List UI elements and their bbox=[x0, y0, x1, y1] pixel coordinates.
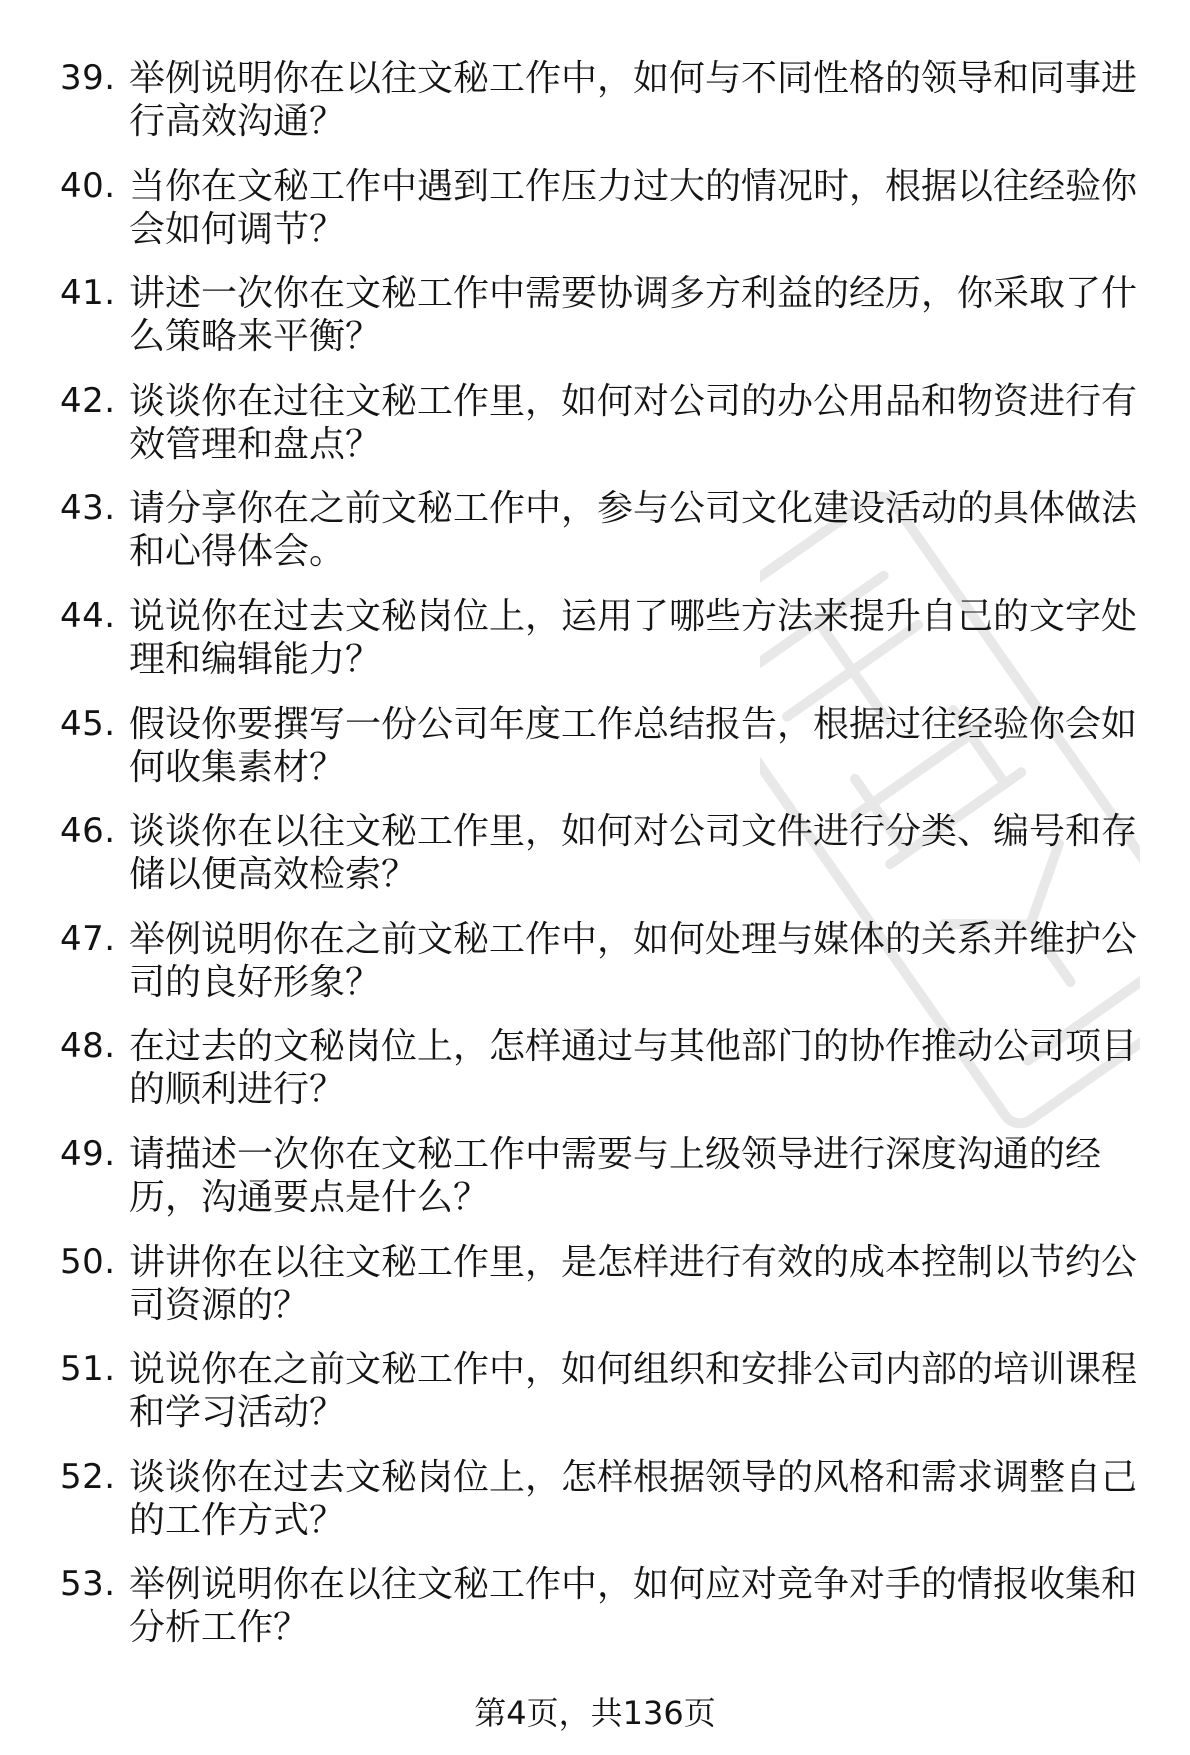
question-number: 47. bbox=[60, 918, 116, 959]
question-item bbox=[0, 487, 1190, 587]
question-item bbox=[0, 1241, 1190, 1341]
question-number: 46. bbox=[60, 811, 116, 852]
question-number: 39. bbox=[60, 58, 116, 98]
question-item bbox=[0, 810, 1190, 910]
question-number: 53. bbox=[60, 1564, 116, 1605]
question-text: 说说你在之前文秘工作中，如何组织和安排公司内部的培训课程和学习活动？ bbox=[129, 1349, 1138, 1434]
question-text: 举例说明你在以往文秘工作中，如何与不同性格的领导和同事进行高效沟通？ bbox=[129, 58, 1138, 142]
question-text: 请分享你在之前文秘工作中，参与公司文化建设活动的具体做法和心得体会。 bbox=[129, 488, 1138, 573]
question-number: 52. bbox=[60, 1456, 116, 1497]
question-item bbox=[0, 918, 1190, 1018]
question-number: 48. bbox=[60, 1026, 116, 1067]
question-item bbox=[0, 272, 1190, 372]
question-number: 50. bbox=[60, 1241, 116, 1282]
question-text: 请描述一次你在文秘工作中需要与上级领导进行深度沟通的经历，沟通要点是什么？ bbox=[129, 1134, 1102, 1218]
question-item bbox=[0, 1563, 1190, 1663]
question-text: 谈谈你在过往文秘工作里，如何对公司的办公用品和物资进行有效管理和盘点？ bbox=[129, 380, 1138, 465]
question-item bbox=[0, 1348, 1190, 1448]
question-item bbox=[0, 703, 1190, 803]
question-text: 举例说明你在以往文秘工作中，如何应对竞争对手的情报收集和分析工作？ bbox=[129, 1564, 1138, 1649]
question-item bbox=[0, 1456, 1190, 1556]
question-number: 51. bbox=[60, 1349, 116, 1390]
question-text: 举例说明你在之前文秘工作中，如何处理与媒体的关系并维护公司的良好形象？ bbox=[129, 918, 1138, 1003]
question-item bbox=[0, 595, 1190, 695]
question-item bbox=[0, 380, 1190, 480]
question-item bbox=[0, 1025, 1190, 1125]
question-item bbox=[0, 1133, 1190, 1233]
question-text: 讲述一次你在文秘工作中需要协调多方利益的经历，你采取了什么策略来平衡？ bbox=[129, 273, 1138, 358]
question-text: 谈谈你在过去文秘岗位上，怎样根据领导的风格和需求调整自己的工作方式？ bbox=[129, 1456, 1138, 1541]
question-item bbox=[0, 57, 1190, 157]
question-number: 49. bbox=[60, 1134, 116, 1174]
page-footer: 第4页，共136页 bbox=[474, 1694, 716, 1732]
question-number: 41. bbox=[60, 273, 116, 314]
question-item bbox=[0, 165, 1190, 265]
question-text: 当你在文秘工作中遇到工作压力过大的情况时，根据以往经验你会如何调节？ bbox=[129, 165, 1138, 250]
question-text: 假设你要撰写一份公司年度工作总结报告，根据过往经验你会如何收集素材？ bbox=[129, 703, 1138, 788]
question-number: 44. bbox=[60, 596, 116, 636]
question-number: 43. bbox=[60, 488, 116, 529]
question-text: 谈谈你在以往文秘工作里，如何对公司文件进行分类、编号和存储以便高效检索？ bbox=[129, 811, 1138, 896]
question-text: 在过去的文秘岗位上，怎样通过与其他部门的协作推动公司项目的顺利进行？ bbox=[129, 1026, 1138, 1111]
question-number: 45. bbox=[60, 703, 116, 744]
question-number: 40. bbox=[60, 165, 116, 206]
question-number: 42. bbox=[60, 380, 116, 421]
question-text: 讲讲你在以往文秘工作里，是怎样进行有效的成本控制以节约公司资源的？ bbox=[129, 1241, 1138, 1326]
question-text: 说说你在过去文秘岗位上，运用了哪些方法来提升自己的文字处理和编辑能力？ bbox=[129, 596, 1138, 680]
